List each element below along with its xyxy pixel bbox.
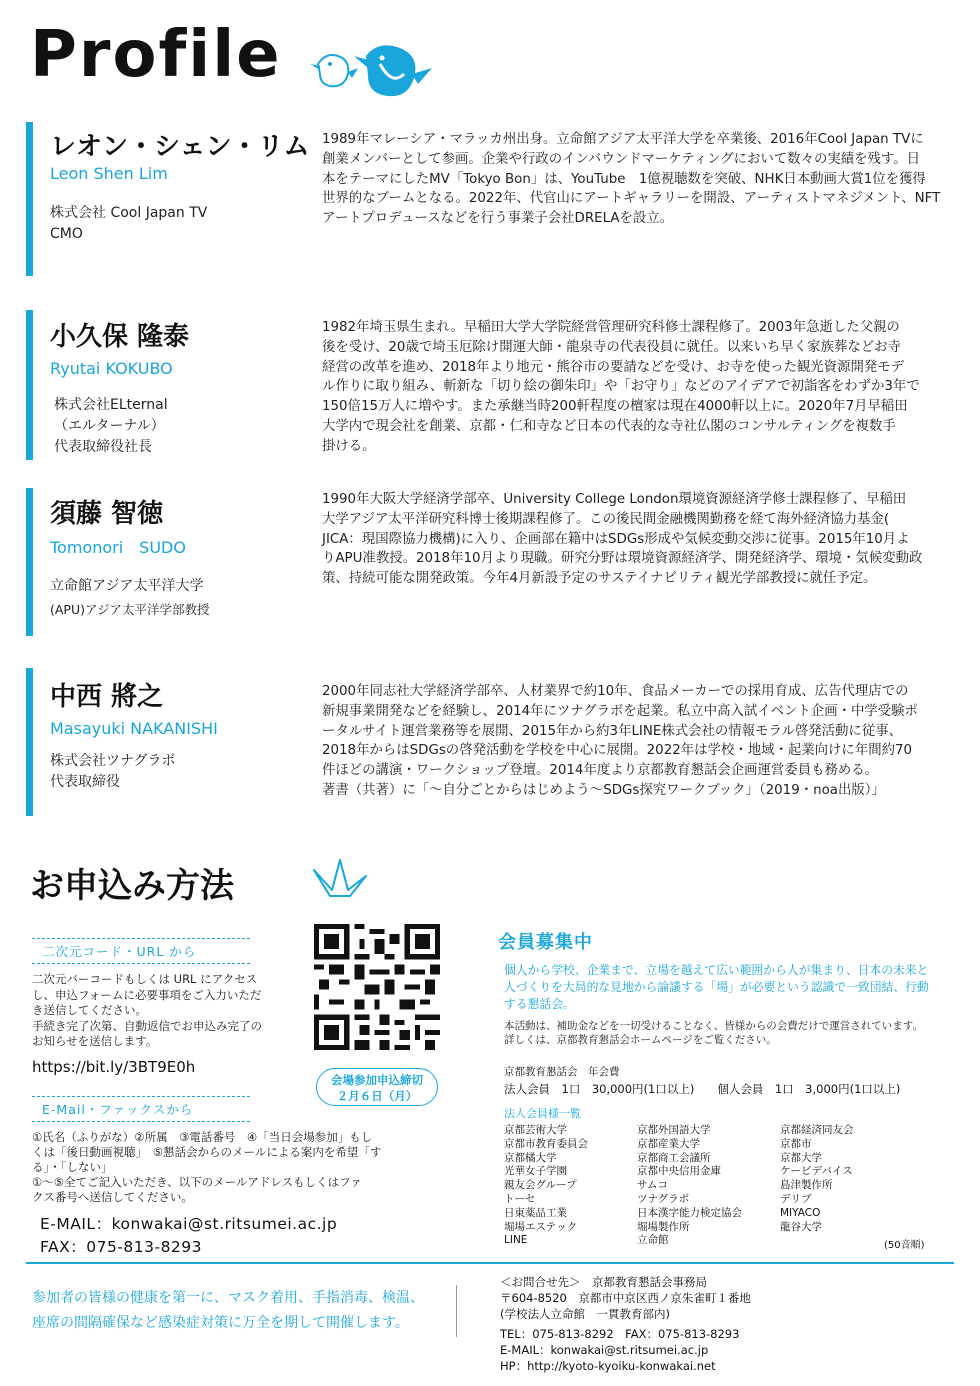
- fee-line: 法人会員 1口 30,000円(1口以上) 個人会員 1口 3,000円(1口以上): [504, 1082, 901, 1096]
- inquiry-address: 〒604-8520 京都市中京区西ノ京朱雀町１番地: [500, 1291, 751, 1305]
- profile-bio: 1989年マレーシア・マラッカ州出身。立命館アジア太平洋大学を卒業後、2016年Cool Japan TVに 創業メンバーとして参画。企業や行政のインバウンドマーケティングにおいて数々の実績を残す。日 本をテーマにしたMV「Tokyo Bon」は、YouTube 1億視聴数を突破、NHK日本動画大賞1位を獲得 世界的なブームとなる。2022年、代官山にアートギャラリーを開設、アーティストマネジメント、NFT アートプロデュースなどを行う事業子会社DRELAを設立。: [322, 132, 941, 227]
- fee-title: 京都教育懇話会 年会費: [504, 1066, 620, 1078]
- member-list-title: 法人会員様一覧: [504, 1107, 581, 1120]
- apply-title: お申込み方法: [30, 866, 234, 906]
- profile-org: 株式会社ツナグラボ 代表取締役: [50, 753, 176, 790]
- order-note: (50音順): [884, 1240, 925, 1251]
- profile-org: 立命館アジア太平洋大学 (APU)アジア太平洋学部教授: [50, 578, 210, 617]
- qr-heading: 二次元コード・URL から: [32, 938, 250, 964]
- page-title: Profile: [30, 18, 282, 92]
- membership-note: 本活動は、補助金などを一切受けることなく、皆様からの会費だけで運営されています。 詳しくは、京都教育懇話会ホームページをご覧ください。: [504, 1020, 923, 1046]
- profile-name: レオン・シェン・リム: [50, 132, 310, 162]
- profile-name: 須藤 智徳: [50, 499, 164, 529]
- inquiry-address-sub: (学校法人立命館 一貫教育部内): [500, 1307, 670, 1321]
- profile-accent-bar: [26, 668, 33, 816]
- profile-name-en: Leon Shen Lim: [50, 164, 168, 183]
- email-instructions: ①氏名（ふりがな）②所属 ③電話番号 ④「当日会場参加」もし くは「後日動画視聴」 ⑤懇話会からのメールによる案内を希望「す る」・「しない」 ①～⑤全てご記入いただき、以下のメールアドレスもしくはファ クス番号へ送信してください。: [32, 1130, 382, 1204]
- profile-name-en: Ryutai KOKUBO: [50, 359, 173, 378]
- qr-code-icon[interactable]: [314, 924, 440, 1050]
- email-heading: E-Mail・ファックスから: [32, 1096, 250, 1122]
- membership-lead: 個人から学校、企業まで、立場を越えて広い範囲から人が集まり、日本の未来と 人づくりを大局的な見地から論議する「場」が必要という認識で一致団結、行動 する懇話会。: [504, 963, 929, 1011]
- application-url-link[interactable]: https://bit.ly/3BT9E0h: [32, 1058, 196, 1076]
- profile-org: 株式会社 Cool Japan TV CMO: [50, 205, 208, 242]
- inquiry-tel-fax: TEL：075-813-8292 FAX：075-813-8293: [500, 1327, 740, 1341]
- profile-name-en: Masayuki NAKANISHI: [50, 719, 218, 738]
- safety-notice: 参加者の皆様の健康を第一に、マスク着用、手指消毒、検温、 座席の間隔確保など感染症対策に万全を期して開催します。: [32, 1290, 424, 1331]
- inquiry-homepage-link[interactable]: HP：http://kyoto-kyoiku-konwakai.net: [500, 1359, 716, 1373]
- footer-separator: [456, 1285, 457, 1337]
- profile-org: 株式会社ELternal （エルターナル） 代表取締役社長: [54, 397, 168, 455]
- inquiry-email-link[interactable]: E-MAIL：konwakai@st.ritsumei.ac.jp: [500, 1343, 709, 1357]
- bird-illustration-icon: [308, 34, 438, 104]
- profile-name-en: Tomonori SUDO: [50, 538, 186, 557]
- paper-crane-icon: [310, 850, 370, 906]
- profile-bio: 2000年同志社大学経済学部卒、人材業界で約10年、食品メーカーでの採用育成、広告代理店での 新規事業開発などを経験し、2014年にツナグラボを起業。私立中高入試イベント企画・中学受験ポ ータルサイト運営業務等を展開、2015年から約3年LINE株式会社の情報モラル啓発活動に従事、 2018年からはSDGsの啓発活動を学校を中心に展開。2022年は学校・地域・起業向けに年間約70 件ほどの講演・ワークショップ登壇。2014年度より京都教育懇話会企画運営委員も務める。 著書（共著）に「～自分ごとからはじめよう～SDGs探究ワークブック」（2019・noa出版）」: [322, 684, 918, 798]
- profile-accent-bar: [26, 122, 33, 276]
- profile-name: 中西 將之: [50, 682, 164, 712]
- profile-name: 小久保 隆泰: [50, 322, 190, 352]
- membership-title: 会員募集中: [498, 932, 593, 953]
- inquiry-heading: ＜お問合せ先＞ 京都教育懇話会事務局: [500, 1275, 707, 1289]
- fax-number: FAX：075-813-8293: [40, 1238, 203, 1256]
- member-list-column: 京都芸術大学 京都市教育委員会 京都橘大学 光華女子学園 親友会グループ トーセ 日東薬品工業 堀場エステック LINE: [504, 1124, 588, 1247]
- profile-bio: 1982年埼玉県生まれ。早稲田大学大学院経営管理研究科修士課程修了。2003年急逝した父親の 後を受け、20歳で埼玉厄除け開運大師・龍泉寺の代表役員に就任。以来いち早く家族葬などお寺 経営の改革を進め、2018年より地元・熊谷市の要請などを受け、お寺を使った観光資源開発モデ ル作りに取り組み、斬新な「切り絵の御朱印」や「お守り」などのアイデアで初詣客をわずか3年で 150倍15万人に増やす。また承継当時200軒程度の檀家は現在4000軒以上に。2020年7月早稲田 大学内で現会社を創業、京都・仁和寺など日本の代表的な寺社仏閣のコンサルティングを複数手 掛ける。: [322, 320, 920, 454]
- profile-bio: 1990年大阪大学経済学部卒、University College London環境資源経済学修士課程修了、早稲田 大学アジア太平洋研究科博士後期課程修了。この後民間金融機関勤務を経て海外経済協力基金( JICA：現国際協力機構)に入り、企画部在籍中はSDGs形成や気候変動交渉に従事。2015年10月よ りAPU准教授。2018年10月より現職。研究分野は環境資源経済学、開発経済学、環境・気候変動政 策、持続可能な開発政策。今年4月新設予定のサステイナビリティ観光学部教授に就任予定。: [322, 492, 923, 587]
- member-list-column: 京都外国語大学 京都産業大学 京都商工会議所 京都中央信用金庫 サムコ ツナグラボ 日本漢字能力検定協会 堀場製作所 立命館: [637, 1124, 742, 1247]
- email-address-link[interactable]: E-MAIL：konwakai@st.ritsumei.ac.jp: [40, 1215, 338, 1233]
- profile-accent-bar: [26, 488, 33, 636]
- member-list-column: 京都経済同友会 京都市 京都大学 ケービデバイス 島津製作所 デリブ MIYACO 龍谷大学: [780, 1124, 854, 1233]
- deadline-badge: 会場参加申込締切 ２月６日（月）: [316, 1068, 438, 1106]
- qr-instructions: 二次元バーコードもしくは URL にアクセス し、申込フォームに必要事項をご入力いただ き送信してください。 手続き完了次第、自動返信でお申込み完了の お知らせを送信します。: [32, 972, 262, 1048]
- footer-divider: [26, 1262, 954, 1264]
- profile-accent-bar: [26, 310, 33, 460]
